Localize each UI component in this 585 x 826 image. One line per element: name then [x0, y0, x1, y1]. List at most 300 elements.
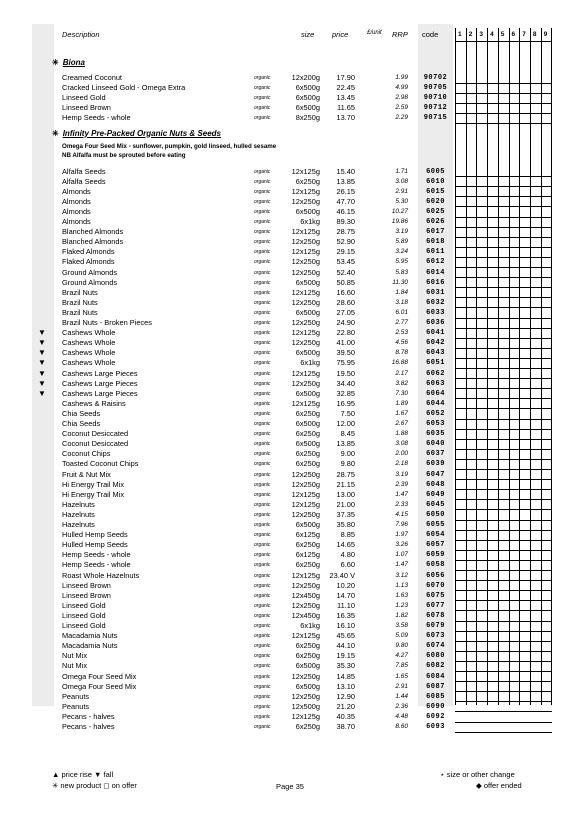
header-code: code [422, 30, 439, 39]
pack-size: 12x125g [291, 570, 320, 580]
unit-rrp: 7.85 [395, 662, 408, 670]
organic-label: organic [254, 178, 271, 185]
price-fall-icon: ▼ [38, 358, 46, 368]
case-price: 13.85 [336, 176, 355, 186]
pack-size: 12x250g [291, 600, 320, 610]
pack-size: 6x1kg [300, 621, 320, 630]
product-description: Cracked Linseed Gold - Omega Extra [62, 83, 186, 93]
product-description: Linseed Brown [62, 580, 111, 590]
unit-rrp: 1.44 [395, 692, 408, 700]
pack-size: 6x250g [295, 641, 320, 651]
organic-label: organic [254, 229, 271, 236]
table-row [0, 83, 585, 93]
case-price: 9.00 [340, 449, 355, 459]
table-row [0, 712, 585, 722]
section-note: NB Alfalfa must be sprouted before eating [62, 151, 186, 159]
product-code: 6017 [426, 228, 445, 237]
product-description: Cashews Large Pieces [62, 378, 138, 388]
product-code: 6014 [426, 268, 445, 277]
pack-size: 6x500g [295, 419, 320, 428]
organic-label: organic [254, 683, 271, 690]
unit-rrp: 3.18 [395, 298, 408, 306]
product-description: Hemp Seeds - whole [62, 560, 131, 570]
table-row [0, 510, 585, 520]
table-row [0, 73, 585, 83]
organic-label: organic [254, 289, 271, 296]
table-row [0, 601, 585, 611]
case-price: 28.75 [336, 227, 355, 237]
product-description: Flaked Almonds [62, 257, 115, 267]
unit-rrp: 2.33 [395, 500, 408, 508]
case-price: 29.15 [336, 247, 355, 257]
product-description: Hi Energy Trail Mix [62, 489, 125, 499]
product-code: 6042 [426, 339, 445, 348]
case-price: 46.15 [336, 206, 355, 216]
organic-label: organic [254, 188, 271, 195]
organic-label: organic [254, 309, 271, 316]
unit-rrp: 8.78 [395, 349, 408, 357]
product-description: Macadamia Nuts [62, 631, 118, 641]
product-code: 6036 [426, 319, 445, 327]
product-description: Blanched Almonds [62, 227, 124, 237]
case-price: 35.30 [336, 661, 355, 671]
pack-size: 12x125g [291, 287, 320, 297]
table-row [0, 459, 585, 469]
organic-label: organic [254, 522, 271, 528]
unit-rrp: 3.08 [395, 440, 408, 448]
organic-label: organic [254, 330, 271, 337]
table-row [0, 268, 585, 278]
product-description: Chia Seeds [62, 419, 101, 428]
table-row [0, 540, 585, 550]
table-row [0, 207, 585, 217]
unit-rrp: 3.19 [395, 470, 408, 478]
case-price: 50.85 [336, 277, 355, 287]
product-code: 6045 [426, 500, 445, 509]
case-price: 19.50 [336, 368, 355, 378]
unit-rrp: 3.82 [395, 379, 408, 387]
header-size: size [301, 30, 315, 39]
product-description: Coconut Chips [62, 449, 111, 459]
week-number-8: 8 [532, 31, 537, 38]
organic-label: organic [254, 370, 271, 377]
week-number-1: 1 [458, 31, 462, 38]
pack-size: 6x125g [295, 550, 320, 560]
unit-rrp: 16.88 [391, 359, 408, 367]
product-code: 6026 [426, 218, 445, 226]
case-price: 10.20 [336, 580, 355, 590]
organic-label: organic [254, 279, 271, 286]
grid-row-line [455, 41, 552, 42]
header-rrp: RRP [392, 30, 408, 39]
case-price: 28.75 [336, 469, 355, 479]
product-description: Linseed Gold [62, 93, 106, 103]
case-price: 53.45 [336, 257, 355, 267]
table-row [0, 621, 585, 631]
product-code: 6085 [426, 692, 445, 701]
pack-size: 12x250g [291, 237, 320, 247]
unit-rrp: 2.00 [395, 450, 408, 458]
case-price: 14.85 [336, 671, 355, 681]
product-code: 90715 [423, 114, 448, 123]
pack-size: 6x1kg [300, 358, 320, 368]
table-row [0, 217, 585, 227]
pack-size: 12x200g [291, 73, 320, 82]
organic-label: organic [254, 643, 271, 650]
organic-label: organic [254, 663, 271, 670]
case-price: 13.45 [336, 93, 355, 103]
pack-size: 6x500g [295, 681, 320, 691]
pack-size: 6x500g [295, 93, 320, 103]
table-row [0, 571, 585, 581]
product-description: Hulled Hemp Seeds [62, 540, 128, 550]
organic-label: organic [254, 400, 271, 407]
product-description: Coconut Desiccated [62, 429, 129, 439]
unit-rrp: 2.17 [395, 369, 408, 377]
case-price: 23.40 V [329, 570, 355, 580]
unit-rrp: 1.84 [395, 288, 408, 296]
table-row [0, 257, 585, 267]
product-description: Hulled Hemp Seeds [62, 530, 128, 540]
pack-size: 12x125g [291, 186, 320, 196]
case-price: 89.30 [336, 217, 355, 226]
pack-size: 6x500g [295, 520, 320, 529]
pack-size: 12x250g [291, 691, 320, 701]
product-code: 6092 [426, 712, 445, 721]
product-code: 6070 [426, 581, 445, 590]
case-price: 14.70 [336, 590, 355, 600]
week-number-4: 4 [490, 31, 494, 38]
product-description: Hemp Seeds - whole [62, 113, 131, 123]
table-row [0, 672, 585, 682]
organic-label: organic [254, 380, 271, 387]
product-code: 6015 [426, 187, 445, 196]
case-price: 8.45 [340, 429, 355, 439]
new-product-icon: ✳ [52, 128, 59, 138]
product-description: Brazil Nuts [62, 287, 98, 297]
organic-label: organic [254, 562, 271, 569]
product-code: 6010 [426, 177, 445, 186]
organic-label: organic [254, 633, 271, 640]
organic-label: organic [254, 259, 271, 266]
case-price: 21.15 [336, 479, 355, 489]
product-description: Almonds [62, 217, 91, 226]
product-description: Macadamia Nuts [62, 641, 118, 651]
case-price: 40.35 [336, 711, 355, 721]
product-code: 6074 [426, 642, 445, 651]
product-description: Ground Almonds [62, 277, 118, 287]
product-description: Brazil Nuts - Broken Pieces [62, 318, 152, 327]
case-price: 26.15 [336, 186, 355, 196]
pack-size: 12x125g [291, 368, 320, 378]
table-row [0, 93, 585, 103]
organic-label: organic [254, 320, 271, 326]
pack-size: 12x250g [291, 378, 320, 388]
pack-size: 12x250g [291, 257, 320, 267]
case-price: 16.60 [336, 287, 355, 297]
product-code: 6052 [426, 409, 445, 418]
product-description: Blanched Almonds [62, 237, 124, 247]
case-price: 45.65 [336, 631, 355, 641]
pack-size: 12x250g [291, 196, 320, 206]
product-description: Roast Whole Hazelnuts [62, 570, 140, 580]
table-row [0, 227, 585, 237]
unit-rrp: 6.01 [395, 308, 408, 316]
case-price: 14.65 [336, 540, 355, 550]
case-price: 41.00 [336, 338, 355, 348]
product-code: 6058 [426, 561, 445, 570]
pack-size: 6x500g [295, 661, 320, 671]
product-code: 6054 [426, 531, 445, 540]
product-code: 6064 [426, 389, 445, 398]
pack-size: 12x250g [291, 509, 320, 519]
header-description: Description [62, 30, 100, 39]
product-description: Cashews & Raisins [62, 398, 126, 408]
unit-rrp: 5.89 [395, 238, 408, 246]
product-code: 6056 [426, 571, 445, 580]
table-row [0, 369, 585, 379]
table-row [0, 308, 585, 318]
product-description: Linseed Brown [62, 590, 111, 600]
new-product-icon: ✳ [52, 58, 59, 67]
organic-label: organic [254, 612, 271, 619]
case-price: 13.00 [336, 489, 355, 499]
price-fall-icon: ▼ [38, 388, 46, 398]
pack-size: 12x125g [291, 166, 320, 176]
unit-rrp: 5.83 [395, 268, 408, 276]
case-price: 21.20 [336, 701, 355, 711]
unit-rrp: 8.60 [395, 723, 408, 730]
product-description: Cashews Large Pieces [62, 368, 138, 378]
product-description: Omega Four Seed Mix [62, 681, 137, 691]
grid-row-line [455, 123, 552, 124]
pack-size: 12x250g [291, 338, 320, 348]
case-price: 12.90 [336, 691, 355, 701]
organic-label: organic [254, 592, 271, 599]
product-description: Almonds [62, 186, 91, 196]
product-code: 90702 [423, 74, 448, 82]
product-description: Nut Mix [62, 651, 88, 661]
product-description: Pecans - halves [62, 722, 115, 731]
table-row [0, 103, 585, 113]
case-price: 39.50 [336, 348, 355, 358]
pack-size: 12x250g [291, 267, 320, 277]
table-row [0, 651, 585, 661]
organic-label: organic [254, 572, 271, 579]
organic-label: organic [254, 542, 271, 549]
pack-size: 12x250g [291, 580, 320, 590]
organic-label: organic [254, 269, 271, 276]
table-row [0, 500, 585, 510]
pack-size: 12x125g [291, 398, 320, 408]
pack-size: 12x250g [291, 671, 320, 681]
table-row [0, 328, 585, 338]
organic-label: organic [254, 431, 271, 438]
table-row [0, 237, 585, 247]
product-code: 6073 [426, 632, 445, 641]
unit-rrp: 2.91 [395, 187, 408, 195]
case-price: 16.10 [336, 621, 355, 630]
case-price: 47.70 [336, 196, 355, 206]
pack-size: 12x125g [291, 328, 320, 338]
unit-rrp: 3.24 [395, 248, 408, 256]
organic-label: organic [254, 552, 271, 559]
case-price: 4.80 [340, 550, 355, 560]
pack-size: 6x125g [295, 530, 320, 540]
unit-rrp: 11.30 [392, 278, 408, 286]
product-code: 6049 [426, 490, 445, 499]
product-code: 6033 [426, 308, 445, 317]
legend-size-change: ⋆ size or other change [440, 770, 515, 779]
product-code: 6032 [426, 298, 445, 307]
table-row [0, 298, 585, 308]
unit-rrp: 1.65 [395, 672, 408, 680]
product-code: 6031 [426, 288, 445, 297]
pack-size: 8x250g [295, 113, 320, 123]
product-code: 6080 [426, 652, 445, 661]
organic-label: organic [254, 350, 271, 357]
product-description: Coconut Desiccated [62, 439, 129, 449]
unit-rrp: 3.08 [395, 177, 408, 185]
pack-size: 6x500g [295, 206, 320, 216]
product-code: 6020 [426, 197, 445, 206]
grid-row-line [455, 732, 552, 733]
table-row [0, 409, 585, 419]
organic-label: organic [254, 451, 271, 458]
product-code: 6057 [426, 541, 445, 550]
organic-label: organic [254, 713, 271, 720]
pack-size: 6x500g [295, 307, 320, 317]
product-code: 6075 [426, 591, 445, 600]
unit-rrp: 3.19 [395, 228, 408, 236]
table-row [0, 581, 585, 591]
unit-rrp: 1.23 [395, 601, 408, 609]
unit-rrp: 4.15 [395, 510, 408, 518]
pack-size: 6x250g [295, 651, 320, 661]
organic-label: organic [254, 461, 271, 468]
table-row [0, 247, 585, 257]
pack-size: 6x500g [295, 103, 320, 113]
table-row [0, 641, 585, 651]
pack-size: 12x250g [291, 479, 320, 489]
product-code: 6048 [426, 480, 445, 489]
case-price: 13.85 [336, 439, 355, 449]
table-row [0, 187, 585, 197]
unit-rrp: 1.89 [395, 399, 408, 407]
week-number-3: 3 [479, 31, 484, 38]
section-title [52, 58, 85, 67]
header-price: price [332, 30, 349, 39]
product-code: 90712 [423, 104, 448, 113]
unit-rrp: 1.97 [395, 531, 408, 539]
product-description: Toasted Coconut Chips [62, 459, 139, 469]
week-number-2: 2 [468, 31, 473, 38]
case-price: 34.40 [336, 378, 355, 388]
organic-label: organic [254, 410, 271, 417]
product-code: 6035 [426, 430, 445, 439]
organic-label: organic [254, 582, 271, 589]
table-row [0, 113, 585, 123]
pack-size: 6x250g [295, 560, 320, 570]
product-code: 6053 [426, 420, 445, 428]
unit-rrp: 1.99 [395, 74, 408, 81]
organic-label: organic [254, 724, 271, 730]
product-code: 6063 [426, 379, 445, 388]
organic-label: organic [254, 115, 271, 122]
organic-label: organic [254, 441, 271, 448]
pack-size: 6x500g [295, 83, 320, 93]
organic-label: organic [254, 75, 271, 81]
product-description: Pecans - halves [62, 711, 115, 721]
product-code: 6059 [426, 551, 445, 560]
product-code: 6018 [426, 238, 445, 247]
product-code: 6012 [426, 258, 445, 267]
organic-label: organic [254, 168, 271, 175]
table-row [0, 591, 585, 601]
organic-label: organic [254, 219, 271, 225]
unit-rrp: 2.67 [395, 420, 408, 427]
organic-label: organic [254, 491, 271, 498]
unit-rrp: 3.12 [395, 571, 408, 579]
table-row [0, 661, 585, 671]
case-price: 9.80 [340, 459, 355, 469]
pack-size: 12x125g [291, 711, 320, 721]
table-row [0, 399, 585, 409]
product-code: 6077 [426, 601, 445, 610]
case-price: 32.85 [336, 388, 355, 398]
price-fall-icon: ▼ [38, 348, 46, 358]
unit-rrp: 4.27 [395, 652, 408, 660]
product-code: 6084 [426, 672, 445, 681]
case-price: 11.10 [337, 600, 355, 610]
case-price: 27.05 [336, 307, 355, 317]
section-name: Biona [62, 58, 85, 67]
organic-label: organic [254, 703, 271, 710]
product-description: Alfalfa Seeds [62, 166, 106, 176]
unit-rrp: 1.47 [395, 490, 408, 498]
table-row [0, 167, 585, 177]
table-row [0, 318, 585, 328]
product-code: 6062 [426, 369, 445, 378]
organic-label: organic [254, 239, 271, 246]
table-row [0, 288, 585, 298]
product-code: 6025 [426, 207, 445, 216]
unit-rrp: 10.27 [391, 207, 408, 215]
organic-label: organic [254, 471, 271, 478]
unit-rrp: 7.96 [395, 521, 408, 528]
product-code: 6078 [426, 611, 445, 620]
table-row [0, 692, 585, 702]
case-price: 16.35 [336, 610, 355, 620]
pack-size: 6x250g [295, 722, 320, 731]
product-code: 6055 [426, 521, 445, 529]
pack-size: 12x125g [291, 247, 320, 257]
page-number: Page 35 [276, 782, 304, 791]
pack-size: 6x500g [295, 348, 320, 358]
product-description: Peanuts [62, 691, 90, 701]
pack-size: 6x500g [295, 388, 320, 398]
unit-rrp: 1.13 [395, 581, 408, 589]
table-row [0, 449, 585, 459]
case-price: 44.10 [336, 641, 355, 651]
header-unit: £/unit [367, 30, 382, 36]
pack-size: 6x250g [295, 459, 320, 469]
table-row [0, 480, 585, 490]
product-description: Hazelnuts [62, 499, 95, 509]
pack-size: 12x125g [291, 227, 320, 237]
unit-rrp: 3.26 [395, 541, 408, 549]
table-row [0, 348, 585, 358]
